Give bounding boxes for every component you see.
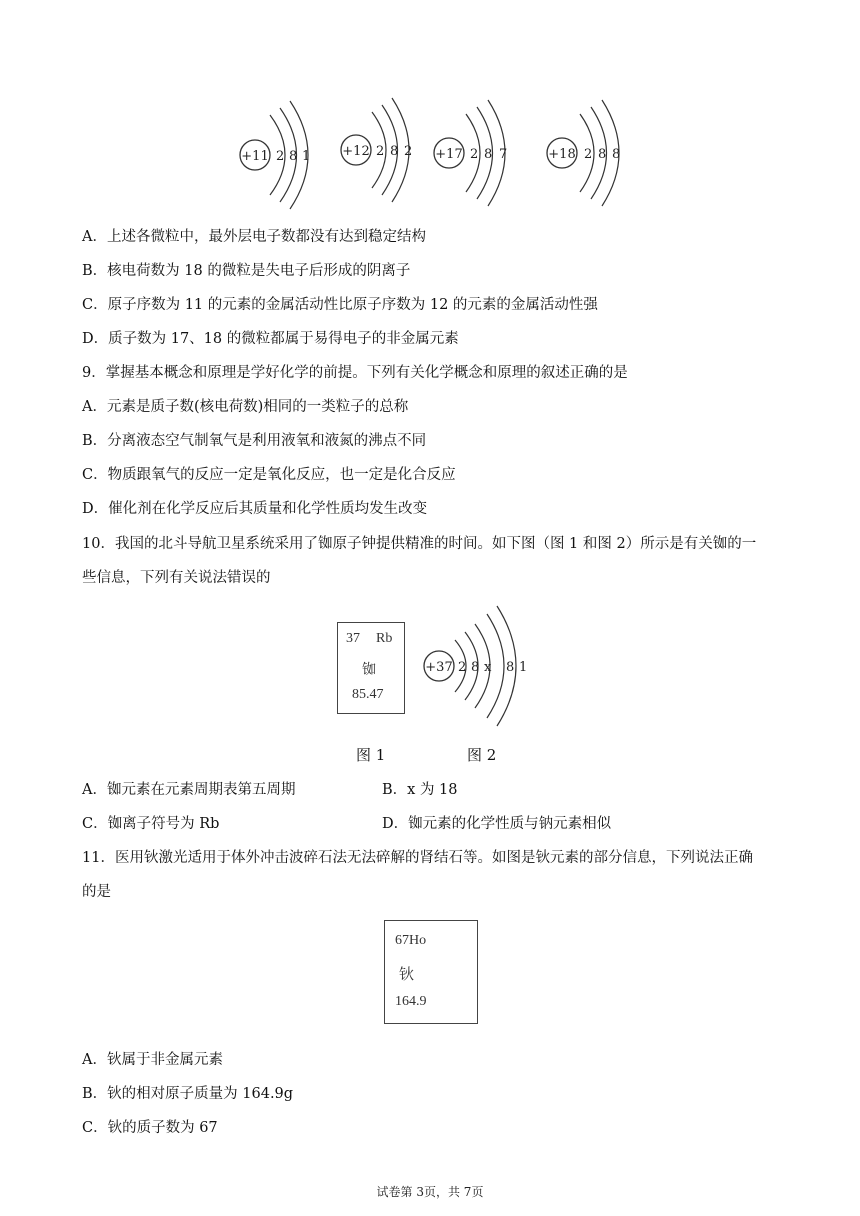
q10-stem-line2: 些信息，下列有关说法错误的 bbox=[82, 570, 271, 586]
q9-option-c: C．物质跟氧气的反应一定是氧化反应，也一定是化合反应 bbox=[82, 467, 456, 483]
q11-option-c: C．钬的质子数为 67 bbox=[82, 1120, 218, 1136]
q11-option-a: A．钬属于非金属元素 bbox=[82, 1052, 223, 1068]
rubidium-element-card bbox=[337, 622, 405, 714]
q10-option-d: D．铷元素的化学性质与钠元素相似 bbox=[382, 816, 612, 832]
atom-diagram-na bbox=[240, 101, 310, 209]
shell-electrons: 1 bbox=[302, 149, 311, 164]
q11-option-b: B．钬的相对原子质量为 164.9g bbox=[82, 1086, 294, 1102]
element-mass: 85.47 bbox=[352, 687, 384, 702]
shell-electrons: 8 bbox=[289, 149, 298, 164]
figure-2-caption: 图 2 bbox=[467, 746, 497, 764]
element-name: 铷 bbox=[362, 663, 376, 678]
atom-nucleus: +18 bbox=[548, 147, 576, 162]
shell-electrons: 8 bbox=[612, 147, 621, 162]
q8-option-b: B．核电荷数为 18 的微粒是失电子后形成的阴离子 bbox=[82, 263, 411, 279]
q10-option-c: C．铷离子符号为 Rb bbox=[82, 816, 220, 832]
page-footer: 试卷第 3页，共 7页 bbox=[376, 1185, 484, 1199]
shell-electrons: 2 bbox=[404, 144, 413, 159]
q10-option-b: B．x 为 18 bbox=[382, 782, 458, 798]
q9-option-d: D．催化剂在化学反应后其质量和化学性质均发生改变 bbox=[82, 501, 428, 517]
element-number: 37 bbox=[346, 631, 360, 646]
atom-diagram-cl bbox=[434, 100, 507, 206]
shell-electrons: 2 bbox=[376, 144, 385, 159]
q8-option-d: D．质子数为 17、18 的微粒都属于易得电子的非金属元素 bbox=[82, 331, 459, 347]
shell-electrons: x bbox=[484, 660, 492, 675]
shell-electrons: 2 bbox=[584, 147, 593, 162]
shell-electrons: 8 bbox=[598, 147, 607, 162]
q11-stem-line1: 11．医用钬激光适用于体外冲击波碎石法无法碎解的肾结石等。如图是钬元素的部分信息，下列说法正确 bbox=[82, 850, 753, 866]
shell-electrons: 8 bbox=[471, 660, 480, 675]
q10-option-a: A．铷元素在元素周期表第五周期 bbox=[82, 782, 296, 798]
figure-1-caption: 图 1 bbox=[356, 746, 386, 764]
shell-electrons: 2 bbox=[458, 660, 467, 675]
shell-electrons: 8 bbox=[484, 147, 493, 162]
atom-diagram-mg bbox=[341, 98, 412, 202]
atom-structure-diagrams bbox=[0, 0, 860, 210]
shell-electrons: 8 bbox=[506, 660, 515, 675]
atom-nucleus: +37 bbox=[425, 660, 453, 675]
shell-electrons: 7 bbox=[499, 147, 508, 162]
atom-nucleus: +17 bbox=[435, 147, 463, 162]
atom-nucleus: +12 bbox=[342, 144, 370, 159]
q9-stem: 9．掌握基本概念和原理是学好化学的前提。下列有关化学概念和原理的叙述正确的是 bbox=[82, 365, 628, 381]
shell-electrons: 1 bbox=[519, 660, 528, 675]
atom-diagram-ar bbox=[547, 100, 620, 206]
shell-electrons: 8 bbox=[390, 144, 399, 159]
rubidium-atom-diagram bbox=[415, 596, 545, 736]
q9-option-a: A．元素是质子数(核电荷数)相同的一类粒子的总称 bbox=[82, 399, 409, 415]
element-mass: 164.9 bbox=[395, 994, 427, 1009]
q9-option-b: B．分离液态空气制氧气是利用液氧和液氮的沸点不同 bbox=[82, 433, 427, 449]
atom-nucleus: +11 bbox=[241, 149, 269, 164]
q8-option-c: C．原子序数为 11 的元素的金属活动性比原子序数为 12 的元素的金属活动性强 bbox=[82, 297, 598, 313]
element-number-symbol: 67Ho bbox=[395, 933, 427, 948]
shell-electrons: 2 bbox=[276, 149, 285, 164]
q11-stem-line2: 的是 bbox=[82, 884, 111, 900]
holmium-element-card bbox=[384, 920, 478, 1024]
element-symbol: Rb bbox=[376, 631, 393, 646]
q10-stem-line1: 10．我国的北斗导航卫星系统采用了铷原子钟提供精准的时间。如下图（图 1 和图 2）所示是有关铷的一 bbox=[82, 536, 757, 552]
shell-electrons: 2 bbox=[470, 147, 479, 162]
element-name: 钬 bbox=[399, 967, 415, 983]
q8-option-a: A．上述各微粒中，最外层电子数都没有达到稳定结构 bbox=[82, 229, 426, 245]
